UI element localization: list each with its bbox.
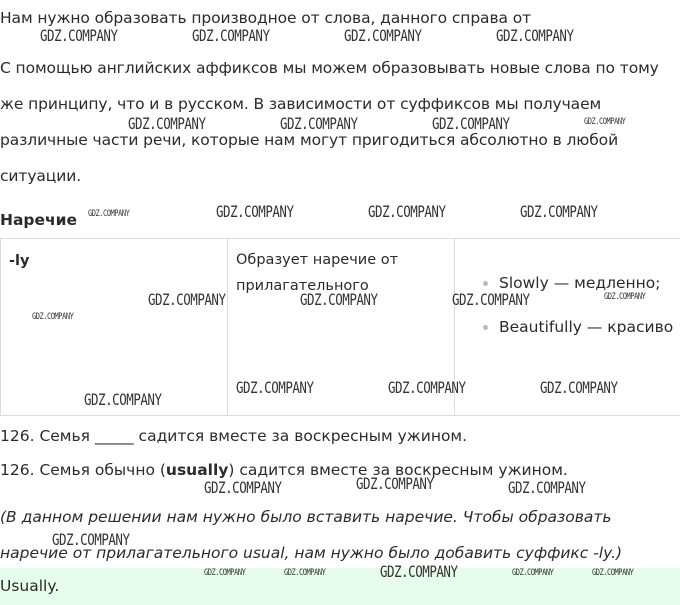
watermark-logo: GDZ.COMPANY bbox=[204, 478, 282, 497]
watermark-logo: GDZ.COMPANY bbox=[284, 568, 326, 578]
watermark-logo: GDZ.COMPANY bbox=[512, 568, 554, 578]
watermark-logo: GDZ.COMPANY bbox=[52, 530, 130, 549]
examples-cell bbox=[455, 239, 680, 416]
watermark-logo: GDZ.COMPANY bbox=[496, 26, 574, 45]
watermark-logo: GDZ.COMPANY bbox=[236, 378, 314, 397]
watermark-logo: GDZ.COMPANY bbox=[540, 378, 618, 397]
watermark-logo: GDZ.COMPANY bbox=[204, 568, 246, 578]
suffix-table bbox=[0, 238, 680, 416]
watermark-logo: GDZ.COMPANY bbox=[452, 290, 530, 309]
task-sentence: 126. Семья _____ садится вместе за воскресным ужином. bbox=[0, 427, 468, 445]
description-text: Образует наречие от прилагательного bbox=[236, 252, 399, 294]
watermark-logo: GDZ.COMPANY bbox=[216, 202, 294, 221]
watermark-logo: GDZ.COMPANY bbox=[148, 290, 226, 309]
answer-sentence bbox=[0, 458, 568, 482]
watermark-logo: GDZ.COMPANY bbox=[592, 568, 634, 578]
watermark-logo: GDZ.COMPANY bbox=[584, 117, 626, 127]
watermark-logo: GDZ.COMPANY bbox=[344, 26, 422, 45]
watermark-logo: GDZ.COMPANY bbox=[280, 114, 358, 133]
watermark-logo: GDZ.COMPANY bbox=[300, 290, 378, 309]
watermark-logo: GDZ.COMPANY bbox=[84, 390, 162, 409]
answer-prefix: 126. Семья обычно ( bbox=[0, 461, 166, 479]
suffix-text: -ly bbox=[9, 253, 30, 269]
answer-word: usually bbox=[165, 461, 229, 479]
suffix-cell bbox=[1, 239, 228, 416]
watermark-logo: GDZ.COMPANY bbox=[520, 202, 598, 221]
watermark-logo: GDZ.COMPANY bbox=[32, 312, 74, 322]
watermark-logo: GDZ.COMPANY bbox=[128, 114, 206, 133]
intro-line: Нам нужно образовать производное от слова, данного справа от bbox=[0, 9, 532, 27]
examples-list bbox=[455, 239, 680, 345]
watermark-logo: GDZ.COMPANY bbox=[88, 209, 130, 219]
watermark-logo: GDZ.COMPANY bbox=[432, 114, 510, 133]
table-row bbox=[1, 239, 680, 416]
intro-paragraph: С помощью английских аффиксов мы можем образовывать новые слова по тому же принципу, что и в русском. В зависимости от суффиксов мы получаем различные части речи, которые нам могут пригодиться абсолютно в любой ситуации. bbox=[0, 59, 659, 185]
list-item: Slowly — медленно; bbox=[499, 265, 680, 301]
section-heading-adverb: Наречие bbox=[0, 211, 78, 229]
explanation-note: (В данном решении нам нужно было вставить наречие. Чтобы образовать наречие от прилагательного usual, нам нужно было добавить суффикс -ly.) bbox=[0, 508, 623, 562]
watermark-logo: GDZ.COMPANY bbox=[356, 474, 434, 493]
final-answer: Usually. bbox=[0, 568, 680, 605]
list-item: Beautifully — красиво bbox=[499, 309, 680, 345]
watermark-logo: GDZ.COMPANY bbox=[604, 292, 646, 302]
watermark-logo: GDZ.COMPANY bbox=[380, 562, 458, 581]
watermark-logo: GDZ.COMPANY bbox=[388, 378, 466, 397]
answer-suffix: ) садится вместе за воскресным ужином. bbox=[228, 461, 568, 479]
watermark-logo: GDZ.COMPANY bbox=[368, 202, 446, 221]
description-cell bbox=[228, 239, 455, 416]
watermark-logo: GDZ.COMPANY bbox=[192, 26, 270, 45]
watermark-logo: GDZ.COMPANY bbox=[40, 26, 118, 45]
watermark-logo: GDZ.COMPANY bbox=[508, 478, 586, 497]
